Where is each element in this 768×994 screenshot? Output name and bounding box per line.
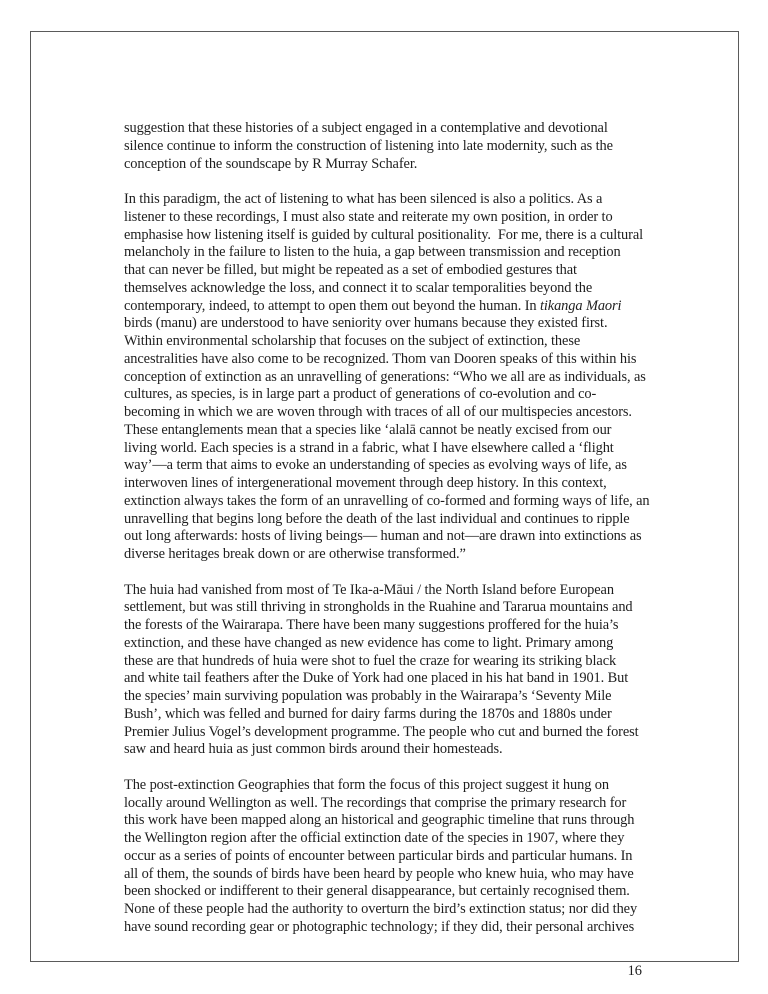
text-line: way’—a term that aims to evoke an understanding of species as evolving ways of life, as bbox=[124, 457, 627, 474]
text-line: The post-extinction Geographies that form the focus of this project suggest it hung on bbox=[124, 776, 609, 793]
text-line: None of these people had the authority to overturn the bird’s extinction status; nor did they bbox=[124, 901, 638, 917]
text-line: this work have been mapped along an historical and geographic timeline that runs through bbox=[124, 812, 635, 829]
text-line: listener to these recordings, I must also state and reiterate my own position, in order to bbox=[124, 208, 613, 225]
text-line: emphasise how listening itself is guided by cultural positionality. For me, there is a cultural bbox=[124, 226, 644, 243]
text-line: extinction always takes the form of an unravelling of co-formed and forming ways of life, an bbox=[124, 492, 650, 509]
text-line: Premier Julius Vogel’s development programme. The people who cut and burned the forest bbox=[124, 723, 639, 740]
page-border-frame bbox=[30, 31, 739, 979]
text-line: and white tail feathers after the Duke of York had one placed in his hat band in 1901. But bbox=[124, 670, 629, 687]
page-number: 16 bbox=[627, 963, 642, 979]
text-line: cultures, as species, is in large part a product of generations of co-evolution and co- bbox=[124, 386, 597, 403]
text-line: that can never be filled, but might be repeated as a set of embodied gestures that bbox=[124, 262, 577, 278]
text-line: locally around Wellington as well. The recordings that comprise the primary research for bbox=[124, 794, 627, 811]
text-line: the forests of the Wairarapa. There have been many suggestions proffered for the huia’s bbox=[124, 617, 619, 633]
text-line: occur as a series of points of encounter between particular birds and particular humans. In bbox=[124, 847, 633, 864]
body-text bbox=[124, 120, 716, 937]
text-line: have sound recording gear or photographic technology; if they did, their personal archives bbox=[124, 918, 635, 935]
text-line: These entanglements mean that a species like ‘alalā cannot be neatly excised from our bbox=[124, 421, 612, 438]
text-line: these are that hundreds of huia were shot to fuel the craze for wearing its striking black bbox=[124, 652, 617, 669]
text-line: all of them, the sounds of birds have been heard by people who knew huia, who may have bbox=[124, 865, 634, 882]
paragraph-2 bbox=[124, 191, 716, 564]
text-line: birds (manu) are understood to have seniority over humans because they existed first. bbox=[124, 315, 608, 332]
text-line: settlement, but was still thriving in strongholds in the Ruahine and Tararua mountains and bbox=[124, 599, 633, 616]
text-line: interwoven lines of intergenerational movement through deep history. In this context, bbox=[124, 475, 607, 491]
text-line: suggestion that these histories of a subject engaged in a contemplative and devotional bbox=[124, 120, 608, 136]
text-line: The huia had vanished from most of Te Ika-a-Māui / the North Island before European bbox=[124, 581, 614, 598]
text-line bbox=[124, 298, 716, 316]
text-line: themselves acknowledge the loss, and connect it to scalar temporalities beyond the bbox=[124, 279, 593, 296]
text-line: diverse heritages break down or are otherwise transformed.” bbox=[124, 546, 466, 562]
paragraph-1 bbox=[124, 120, 716, 173]
italic-term: tikanga Maori bbox=[539, 297, 622, 314]
text-line: the Wellington region after the official extinction date of the species in 1907, where they bbox=[124, 830, 625, 846]
text-line: Within environmental scholarship that focuses on the subject of extinction, these bbox=[124, 333, 581, 349]
text-segment: contemporary, indeed, to attempt to open them out beyond the human. In bbox=[124, 297, 540, 314]
text-line: Bush’, which was felled and burned for dairy farms during the 1870s and 1880s under bbox=[124, 705, 612, 722]
text-line: been shocked or indifferent to their general disappearance, but certainly recognised them. bbox=[124, 883, 630, 900]
text-line: unravelling that begins long before the death of the last individual and continues to ripple bbox=[124, 510, 630, 527]
text-line: out long afterwards: hosts of living beings— human and not—are drawn into extinctions as bbox=[124, 528, 642, 545]
text-line: living world. Each species is a strand in a fabric, what I have elsewhere called a ‘flight bbox=[124, 439, 614, 456]
text-line: becoming in which we are woven through with traces of all of our multispecies ancestors. bbox=[124, 404, 632, 420]
text-line: conception of the soundscape by R Murray Schafer. bbox=[124, 155, 418, 172]
text-line: ancestralities have also come to be recognized. Thom van Dooren speaks of this within his bbox=[124, 350, 637, 367]
text-line: extinction, and these have changed as new evidence has come to light. Primary among bbox=[124, 634, 614, 651]
text-line: conception of extinction as an unravelling of generations: “Who we all are as individuals, as bbox=[124, 368, 646, 385]
text-line: silence continue to inform the construction of listening into late modernity, such as the bbox=[124, 137, 613, 154]
text-line: the species’ main surviving population was probably in the Wairarapa’s ‘Seventy Mile bbox=[124, 688, 612, 704]
text-line: In this paradigm, the act of listening to what has been silenced is also a politics. As a bbox=[124, 191, 603, 207]
text-line: saw and heard huia as just common birds around their homesteads. bbox=[124, 741, 503, 758]
text-line: melancholy in the failure to listen to the huia, a gap between transmission and reception bbox=[124, 244, 621, 261]
paragraph-3 bbox=[124, 582, 716, 760]
paragraph-4 bbox=[124, 777, 716, 937]
